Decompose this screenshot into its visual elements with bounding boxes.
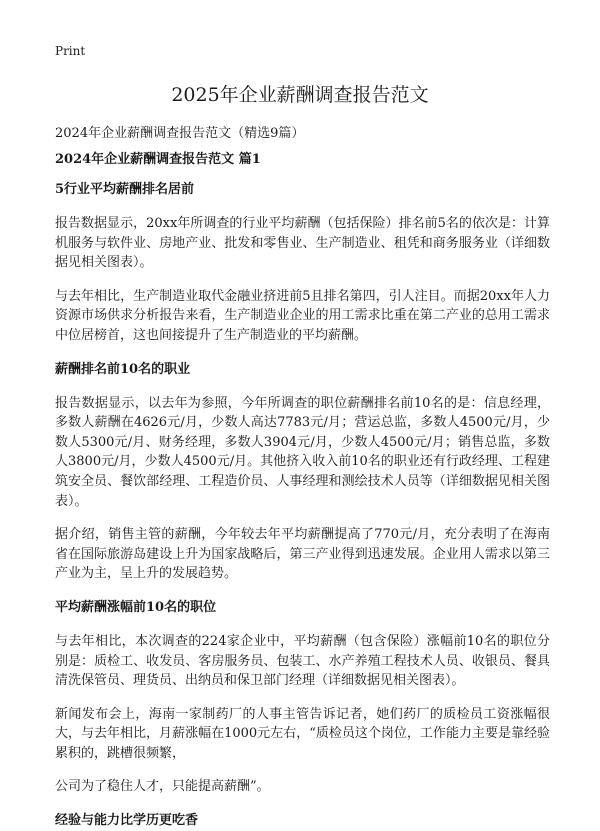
paragraph: 据介绍，销售主管的薪酬，今年较去年平均薪酬提高了770元/月，充分表明了在海南省在国际旅游岛建设上升为国家战略后，第三产业得到迅速发展。企业用人需求以第三产业为主，呈上升的发展趋势。: [55, 527, 550, 582]
section-heading: 平均薪酬涨幅前10名的职位: [55, 599, 217, 615]
page-subtitle: 2024年企业薪酬调查报告范文（精选9篇）: [55, 126, 305, 141]
section-heading: 5行业平均薪酬排名居前: [55, 182, 195, 197]
section-heading: 薪酬排名前10名的职业: [55, 361, 191, 377]
paragraph: 与去年相比，本次调查的224家企业中，平均薪酬（包含保险）涨幅前10名的职位分别是：质检工、收发员、客房服务员、包装工、水产养殖工程技术人员、收银员、餐具清洗保管员、理货员、出纳员和保卫部门经理（详细数据见相关图表）。: [55, 633, 550, 689]
article-body: [55, 150, 550, 831]
page-title: 2025年企业薪酬调查报告范文: [171, 84, 429, 106]
paragraph: 与去年相比，生产制造业取代金融业挤进前5且排名第四，引人注目。而据20xx年人力资源市场供求分析报告来看，生产制造业企业的用工需求比重在第二产业的总用工需求中位居榜首，这也间接提升了生产制造业的平均薪酬。: [55, 288, 550, 343]
section-heading: 经验与能力比学历更吃香: [55, 813, 199, 829]
paragraph: 报告数据显示，20xx年所调查的行业平均薪酬（包括保险）排名前5名的依次是：计算机服务与软件业、房地产业、批发和零售业、生产制造业、租凭和商务服务业（详细数据见相关图表）。: [55, 216, 550, 271]
print-link[interactable]: Print: [55, 44, 86, 58]
paragraph: 新闻发布会上，海南一家制药厂的人事主管告诉记者，她们药厂的质检员工资涨幅很大，与去年相比，月薪涨幅在1000元左右，“质检员这个岗位，工作能力主要是靠经验累积的，跳槽很频繁，: [55, 706, 550, 761]
chapter-heading: 2024年企业薪酬调查报告范文 篇1: [55, 152, 261, 167]
paragraph: 报告数据显示，以去年为参照，今年所调查的职位薪酬排名前10名的是：信息经理，多数人薪酬在4626元/月，少数人高达7783元/月；营运总监，多数人4500元/月，少数人5300元/月、财务经理，多数人3904元/月，少数人4500元/月；销售总监，多数人3800元/月，少数人4500元/月。其他挤入收入前10名的职业还有行政经理、工程建筑安全员、餐饮部经理、工程造价员、人事经理和测绘技术人员等（详细数据见相关图表）。: [55, 395, 550, 509]
paragraph: 公司为了稳住人才，只能提高薪酬”。: [55, 779, 270, 795]
